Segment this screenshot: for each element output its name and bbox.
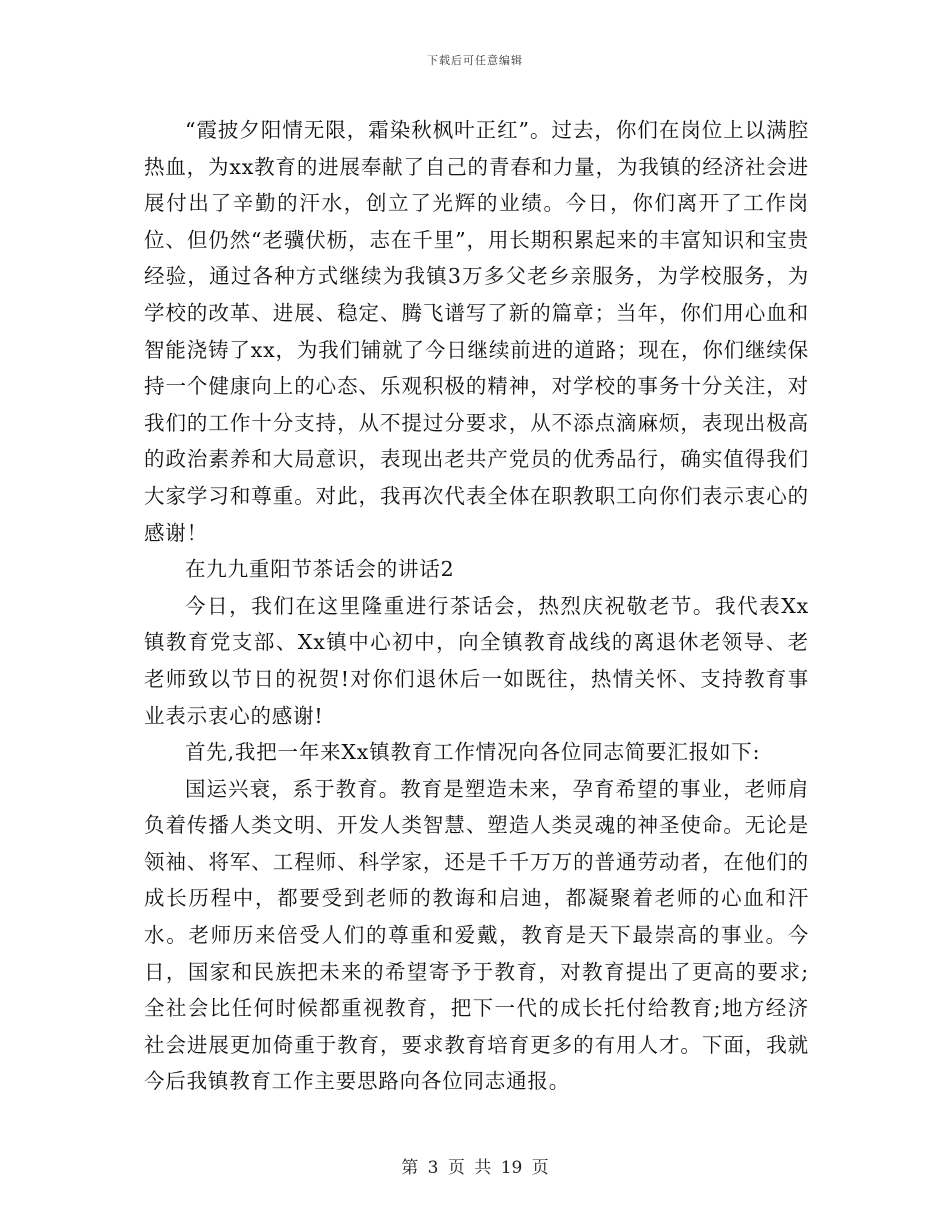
page-header-note: 下载后可任意编辑 — [427, 54, 523, 67]
paragraph-report-intro: 首先,我把一年来Xx镇教育工作情况向各位同志简要汇报如下: — [185, 740, 761, 765]
page-number: 第 3 页 共 19 页 — [401, 1158, 549, 1178]
document-body — [144, 112, 809, 1100]
section-heading: 在九九重阳节茶话会的讲话2 — [185, 557, 455, 582]
paragraph-tribute: “霞披夕阳情无限，霜染秋枫叶正红”。过去，你们在岗位上以满腔热血，为xx教育的进展奉献了自己的青春和力量，为我镇的经济社会进展付出了辛勤的汗水，创立了光辉的业绩。今日，你们离开了工作岗位、但仍然“老骥伏枥，志在千里”，用长期积累起来的丰富知识和宝贵经验，通过各种方式继续为我镇3万多父老乡亲服务，为学校服务，为学校的改革、进展、稳定、腾飞谱写了新的篇章；当年，你们用心血和智能浇铸了xx，为我们铺就了今日继续前进的道路；现在，你们继续保持一个健康向上的心态、乐观积极的精神，对学校的事务十分关注，对我们的工作十分支持，从不提过分要求，从不添点滴麻烦，表现出极高的政治素养和大局意识，表现出老共产党员的优秀品行，确实值得我们大家学习和尊重。对此，我再次代表全体在职教职工向你们表示衷心的感谢！ — [144, 118, 809, 545]
paragraph-education: 国运兴衰，系于教育。教育是塑造未来，孕育希望的事业，老师肩负着传播人类文明、开发人类智慧、塑造人类灵魂的神圣使命。无论是领袖、将军、工程师、科学家，还是千千万万的普通劳动者，在他们的成长历程中，都要受到老师的教诲和启迪，都凝聚着老师的心血和汗水。老师历来倍受人们的尊重和爱戴，教育是天下最崇高的事业。今日，国家和民族把未来的希望寄予于教育，对教育提出了更高的要求;全社会比任何时候都重视教育，把下一代的成长托付给教育;地方经济社会进展更加倚重于教育，要求教育培育更多的有用人才。下面，我就今后我镇教育工作主要思路向各位同志通报。 — [144, 776, 809, 1094]
paragraph-greeting: 今日，我们在这里隆重进行茶话会，热烈庆祝敬老节。我代表Xx镇教育党支部、Xx镇中心初中，向全镇教育战线的离退休老领导、老老师致以节日的祝贺!对你们退休后一如既往，热情关怀、支持教育事业表示衷心的感谢! — [144, 593, 809, 728]
